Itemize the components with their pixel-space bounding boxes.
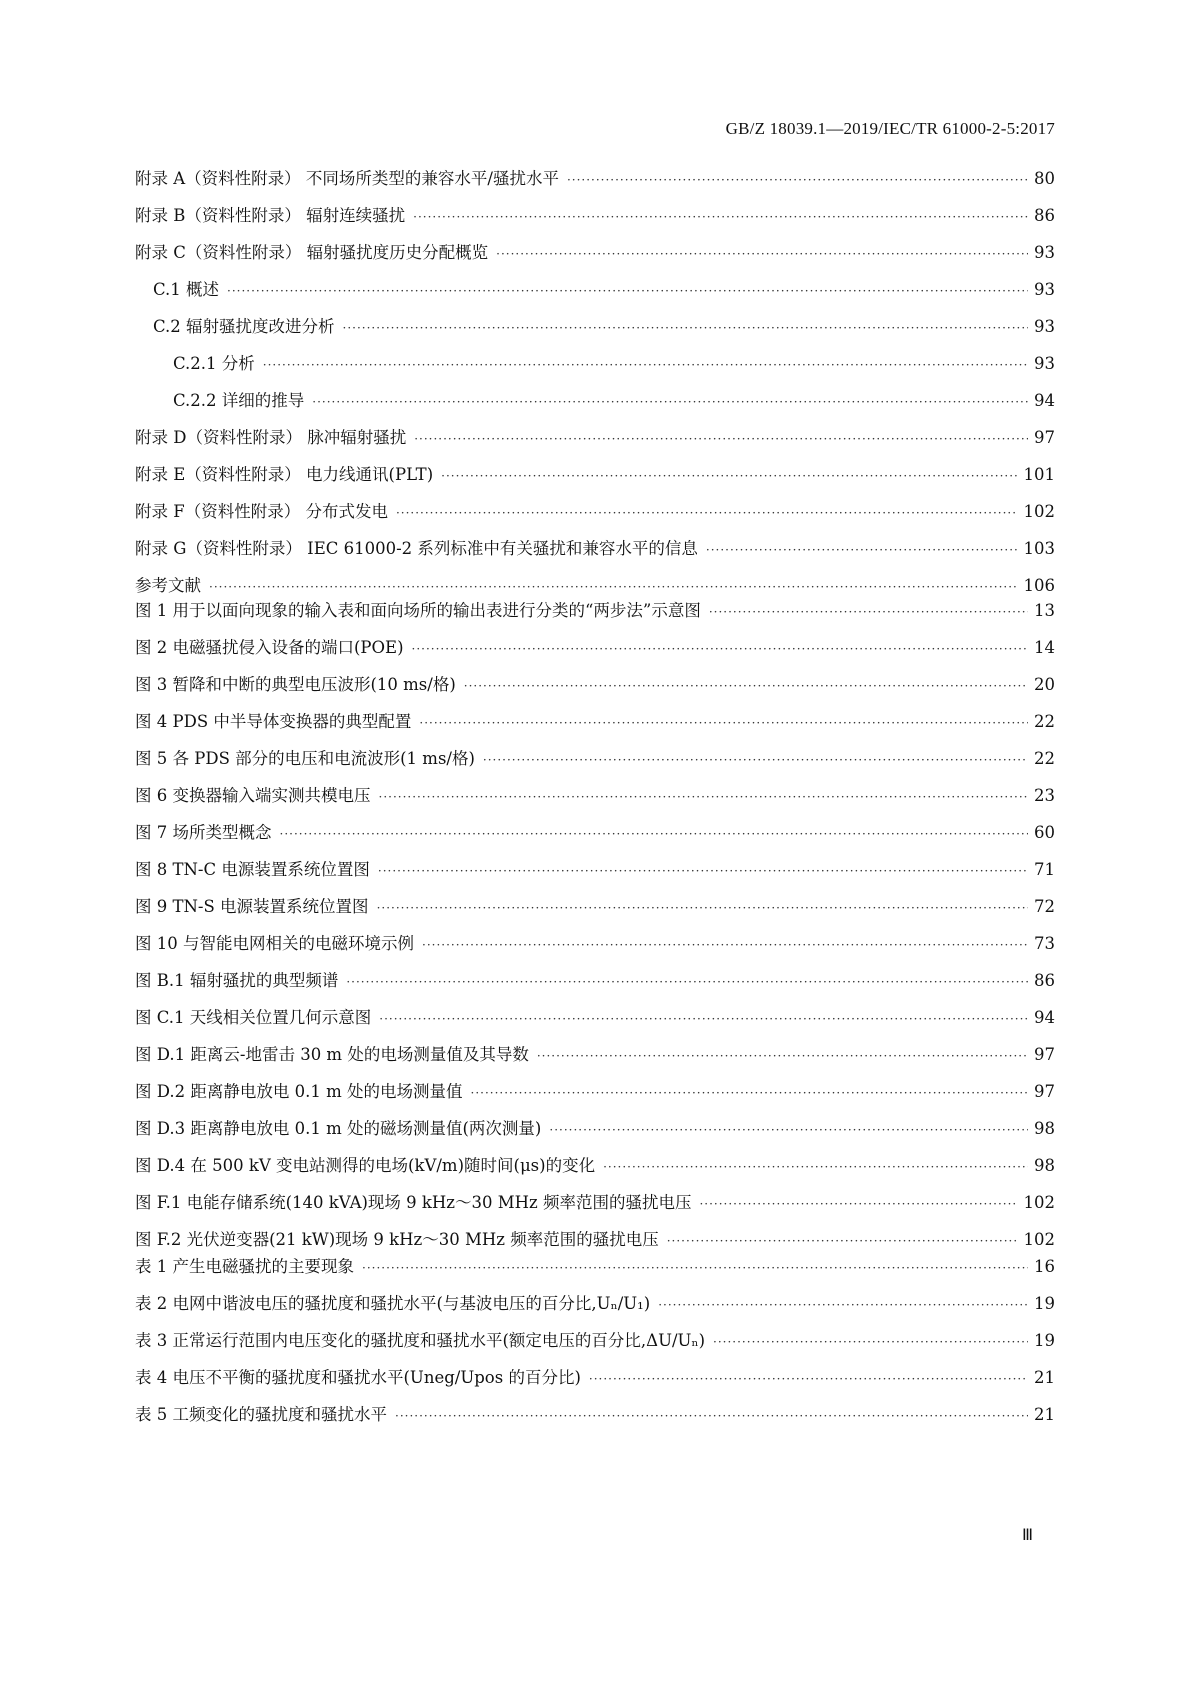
dot-leader: [379, 1001, 1028, 1038]
toc-entry-title: 表 3 正常运行范围内电压变化的骚扰度和骚扰水平(额定电压的百分比,ΔU/Uₙ): [135, 1331, 706, 1350]
dot-leader: [441, 458, 1017, 495]
toc-entry-title: 图 3 暂降和中断的典型电压波形(10 ms/格): [135, 675, 456, 694]
toc-table-entry[interactable]: [135, 1248, 1055, 1285]
toc-figure-entry[interactable]: [135, 740, 1055, 777]
toc-figure-entry[interactable]: [135, 666, 1055, 703]
table-toc-section: [135, 1248, 1055, 1433]
dot-leader: [377, 890, 1028, 927]
dot-leader: [483, 742, 1028, 779]
toc-entry-page: 102: [1023, 1230, 1055, 1249]
dot-leader: [537, 1038, 1028, 1075]
dot-leader: [227, 273, 1028, 310]
dot-leader: [362, 1250, 1028, 1287]
toc-entry-title: 图 5 各 PDS 部分的电压和电流波形(1 ms/格): [135, 749, 475, 768]
toc-entry-title: 图 C.1 天线相关位置几何示意图: [135, 1008, 372, 1027]
toc-entry-page: 21: [1034, 1368, 1055, 1387]
toc-annex-entry[interactable]: [135, 382, 1055, 419]
dot-leader: [589, 1361, 1028, 1398]
dot-leader: [706, 532, 1018, 569]
toc-entry-page: 21: [1034, 1405, 1055, 1424]
toc-entry-title: 图 D.2 距离静电放电 0.1 m 处的电场测量值: [135, 1082, 463, 1101]
toc-entry-page: 19: [1034, 1294, 1055, 1313]
dot-leader: [396, 495, 1018, 532]
dot-leader: [263, 347, 1028, 384]
toc-entry-title: 图 9 TN-S 电源装置系统位置图: [135, 897, 369, 916]
toc-entry-page: 93: [1034, 243, 1055, 262]
dot-leader: [280, 816, 1029, 853]
toc-entry-title: 图 B.1 辐射骚扰的典型频谱: [135, 971, 339, 990]
toc-entry-title: 图 8 TN-C 电源装置系统位置图: [135, 860, 370, 879]
toc-annex-entry[interactable]: [135, 419, 1055, 456]
toc-annex-entry[interactable]: [135, 234, 1055, 271]
toc-table-entry[interactable]: [135, 1396, 1055, 1433]
toc-entry-title: 图 D.1 距离云-地雷击 30 m 处的电场测量值及其导数: [135, 1045, 529, 1064]
dot-leader: [709, 594, 1028, 631]
toc-entry-title: 图 F.2 光伏逆变器(21 kW)现场 9 kHz～30 MHz 频率范围的骚扰电压: [135, 1230, 659, 1249]
toc-entry-page: 60: [1034, 823, 1055, 842]
toc-entry-title: C.2.1 分析: [173, 354, 255, 373]
toc-entry-page: 98: [1034, 1119, 1055, 1138]
toc-entry-title: 附录 E（资料性附录） 电力线通讯(PLT): [135, 465, 434, 484]
figure-toc-section: [135, 592, 1055, 1258]
toc-entry-title: 图 D.4 在 500 kV 变电站测得的电场(kV/m)随时间(μs)的变化: [135, 1156, 596, 1175]
toc-entry-title: 图 6 变换器输入端实测共模电压: [135, 786, 371, 805]
toc-entry-page: 86: [1034, 971, 1055, 990]
dot-leader: [379, 779, 1029, 816]
toc-entry-title: 图 1 用于以面向现象的输入表和面向场所的输出表进行分类的“两步法”示意图: [135, 601, 701, 620]
dot-leader: [567, 162, 1028, 199]
dot-leader: [378, 853, 1028, 890]
toc-annex-entry[interactable]: [135, 160, 1055, 197]
toc-entry-title: 附录 G（资料性附录） IEC 61000-2 系列标准中有关骚扰和兼容水平的信息: [135, 539, 698, 558]
dot-leader: [312, 384, 1028, 421]
dot-leader: [412, 631, 1028, 668]
toc-entry-page: 103: [1023, 539, 1055, 558]
dot-leader: [419, 705, 1028, 742]
toc-entry-page: 71: [1034, 860, 1055, 879]
toc-entry-page: 23: [1034, 786, 1055, 805]
toc-entry-page: 93: [1034, 354, 1055, 373]
toc-entry-page: 22: [1034, 712, 1055, 731]
toc-entry-page: 94: [1034, 1008, 1055, 1027]
toc-annex-entry[interactable]: [135, 308, 1055, 345]
toc-entry-page: 101: [1023, 465, 1055, 484]
toc-figure-entry[interactable]: [135, 888, 1055, 925]
toc-entry-title: 附录 F（资料性附录） 分布式发电: [135, 502, 388, 521]
toc-entry-page: 14: [1034, 638, 1055, 657]
toc-annex-entry[interactable]: [135, 271, 1055, 308]
dot-leader: [549, 1112, 1028, 1149]
toc-entry-page: 22: [1034, 749, 1055, 768]
toc-annex-entry[interactable]: [135, 345, 1055, 382]
annex-toc-section: [135, 160, 1055, 604]
toc-entry-page: 93: [1034, 317, 1055, 336]
toc-figure-entry[interactable]: [135, 851, 1055, 888]
toc-entry-page: 86: [1034, 206, 1055, 225]
toc-entry-page: 106: [1023, 576, 1055, 595]
toc-annex-entry[interactable]: [135, 456, 1055, 493]
dot-leader: [713, 1324, 1028, 1361]
toc-annex-entry[interactable]: [135, 530, 1055, 567]
toc-entry-page: 19: [1034, 1331, 1055, 1350]
toc-entry-title: 表 1 产生电磁骚扰的主要现象: [135, 1257, 354, 1276]
toc-table-entry[interactable]: [135, 1359, 1055, 1396]
toc-figure-entry[interactable]: [135, 1073, 1055, 1110]
toc-figure-entry[interactable]: [135, 629, 1055, 666]
toc-entry-page: 72: [1034, 897, 1055, 916]
toc-entry-page: 80: [1034, 169, 1055, 188]
toc-entry-page: 102: [1023, 502, 1055, 521]
toc-entry-title: C.2 辐射骚扰度改进分析: [153, 317, 335, 336]
toc-figure-entry[interactable]: [135, 999, 1055, 1036]
dot-leader: [464, 668, 1028, 705]
dot-leader: [413, 199, 1028, 236]
toc-entry-page: 13: [1034, 601, 1055, 620]
toc-entry-title: 图 10 与智能电网相关的电磁环境示例: [135, 934, 414, 953]
toc-entry-title: 附录 B（资料性附录） 辐射连续骚扰: [135, 206, 406, 225]
toc-entry-title: 图 2 电磁骚扰侵入设备的端口(POE): [135, 638, 404, 657]
toc-figure-entry[interactable]: [135, 1036, 1055, 1073]
dot-leader: [395, 1398, 1028, 1435]
toc-entry-title: 表 4 电压不平衡的骚扰度和骚扰水平(Uneg/Upos 的百分比): [135, 1368, 581, 1387]
toc-entry-title: 图 7 场所类型概念: [135, 823, 272, 842]
toc-entry-page: 98: [1034, 1156, 1055, 1175]
toc-table-entry[interactable]: [135, 1322, 1055, 1359]
page-number: Ⅲ: [1022, 1527, 1034, 1544]
toc-entry-title: 表 2 电网中谐波电压的骚扰度和骚扰水平(与基波电压的百分比,Uₙ/U₁): [135, 1294, 651, 1313]
toc-entry-page: 20: [1034, 675, 1055, 694]
dot-leader: [414, 421, 1028, 458]
toc-figure-entry[interactable]: [135, 1110, 1055, 1147]
toc-entry-page: 102: [1023, 1193, 1055, 1212]
dot-leader: [658, 1287, 1028, 1324]
toc-entry-page: 97: [1034, 1045, 1055, 1064]
toc-entry-title: 表 5 工频变化的骚扰度和骚扰水平: [135, 1405, 387, 1424]
dot-leader: [603, 1149, 1028, 1186]
toc-entry-title: 图 4 PDS 中半导体变换器的典型配置: [135, 712, 412, 731]
toc-entry-title: 参考文献: [135, 576, 201, 595]
toc-entry-page: 16: [1034, 1257, 1055, 1276]
dot-leader: [343, 310, 1028, 347]
toc-figure-entry[interactable]: [135, 592, 1055, 629]
dot-leader: [471, 1075, 1029, 1112]
toc-entry-title: C.1 概述: [153, 280, 220, 299]
toc-table-entry[interactable]: [135, 1285, 1055, 1322]
toc-entry-title: 图 D.3 距离静电放电 0.1 m 处的磁场测量值(两次测量): [135, 1119, 542, 1138]
toc-entry-page: 93: [1034, 280, 1055, 299]
toc-entry-title: 附录 A（资料性附录） 不同场所类型的兼容水平/骚扰水平: [135, 169, 559, 188]
toc-entry-title: 图 F.1 电能存储系统(140 kVA)现场 9 kHz～30 MHz 频率范围的骚扰电压: [135, 1193, 692, 1212]
dot-leader: [496, 236, 1028, 273]
dot-leader: [699, 1186, 1017, 1223]
toc-entry-page: 97: [1034, 428, 1055, 447]
toc-entry-page: 73: [1034, 934, 1055, 953]
toc-entry-title: 附录 C（资料性附录） 辐射骚扰度历史分配概览: [135, 243, 489, 262]
toc-figure-entry[interactable]: [135, 962, 1055, 999]
toc-annex-entry[interactable]: [135, 197, 1055, 234]
toc-figure-entry[interactable]: [135, 1147, 1055, 1184]
toc-entry-page: 97: [1034, 1082, 1055, 1101]
toc-entry-title: 附录 D（资料性附录） 脉冲辐射骚扰: [135, 428, 407, 447]
toc-figure-entry[interactable]: [135, 1184, 1055, 1221]
toc-figure-entry[interactable]: [135, 814, 1055, 851]
dot-leader: [346, 964, 1028, 1001]
toc-figure-entry[interactable]: [135, 777, 1055, 814]
toc-figure-entry[interactable]: [135, 925, 1055, 962]
document-header: GB/Z 18039.1—2019/IEC/TR 61000-2-5:2017: [725, 119, 1055, 138]
toc-entry-title: C.2.2 详细的推导: [173, 391, 305, 410]
toc-annex-entry[interactable]: [135, 493, 1055, 530]
dot-leader: [422, 927, 1028, 964]
toc-entry-page: 94: [1034, 391, 1055, 410]
toc-figure-entry[interactable]: [135, 703, 1055, 740]
